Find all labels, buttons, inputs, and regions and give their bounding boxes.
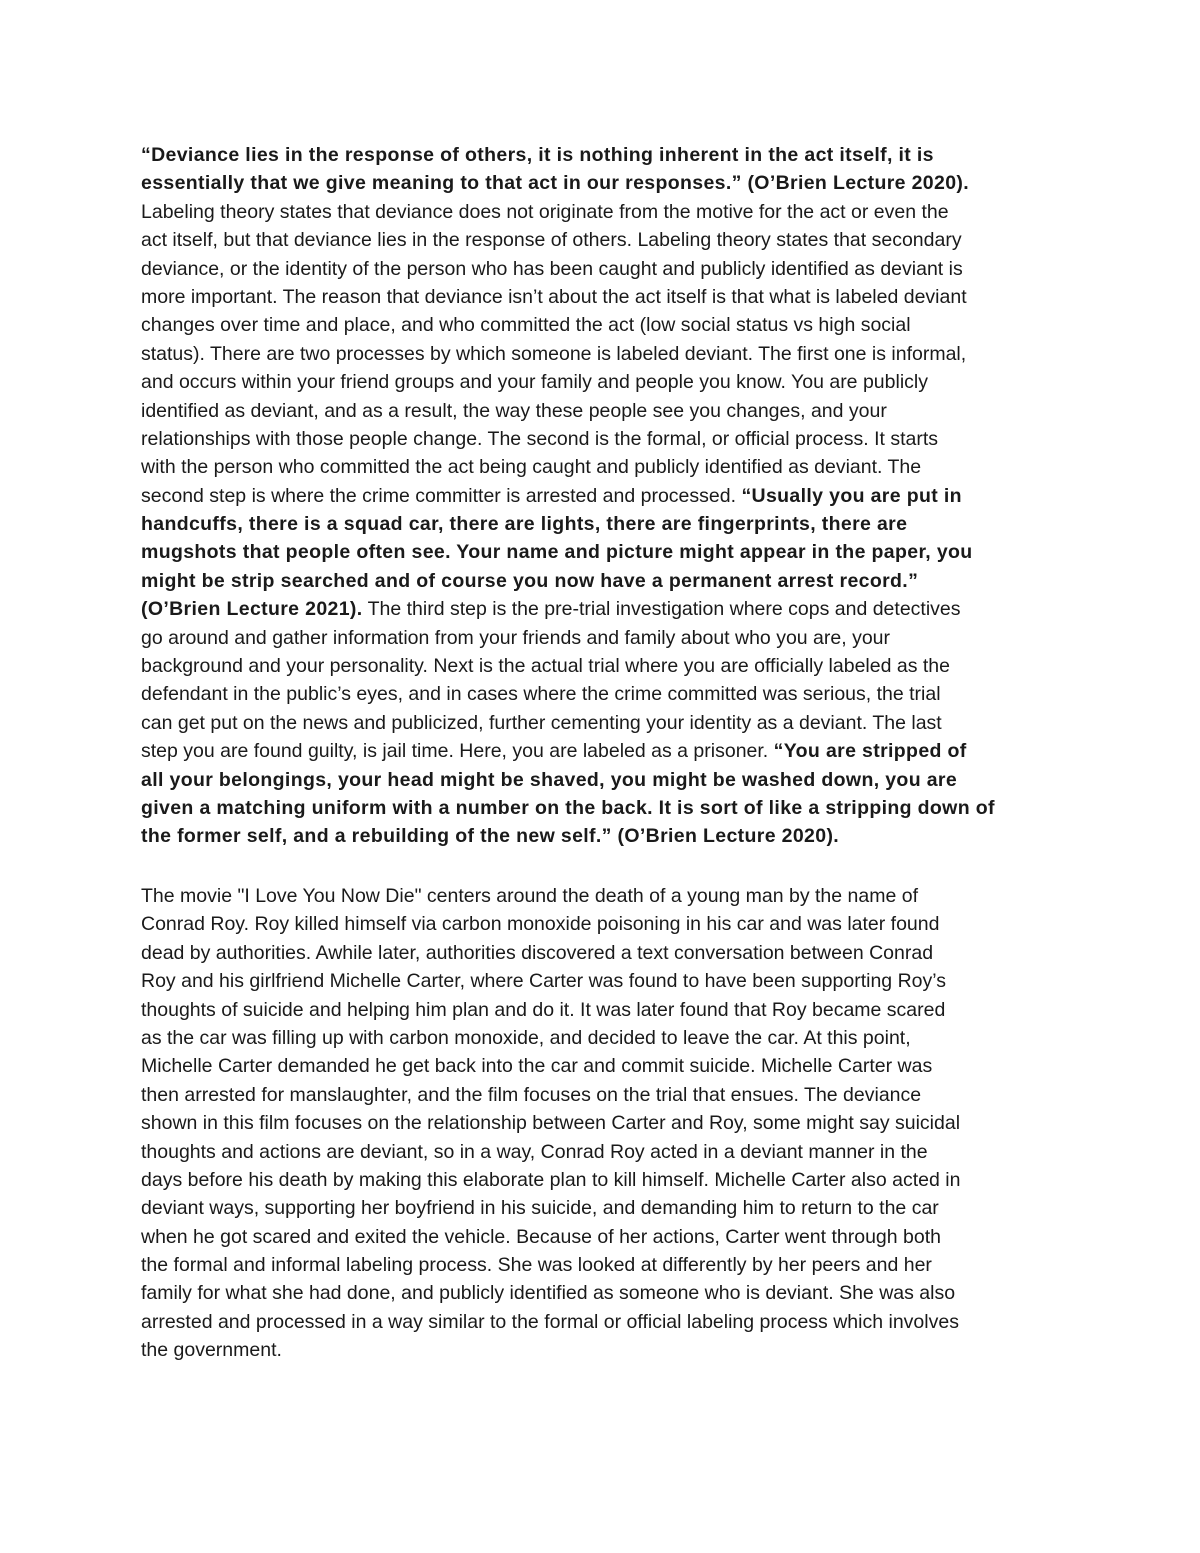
body-text: changes over time and place, and who committed the act (low social status vs high social: [141, 314, 911, 337]
text-line: [141, 482, 1071, 510]
text-line: [141, 595, 1071, 623]
body-text: days before his death by making this elaborate plan to kill himself. Michelle Carter also acted in: [141, 1168, 961, 1191]
text-line: [141, 283, 1071, 311]
body-text: relationships with those people change. The second is the formal, or official process. It starts: [141, 427, 939, 450]
text-line: [141, 910, 1071, 938]
quote-text: handcuffs, there is a squad car, there are lights, there are fingerprints, there are: [141, 513, 908, 536]
body-text: dead by authorities. Awhile later, authorities discovered a text conversation between Conrad: [141, 941, 934, 964]
text-line: [141, 1052, 1071, 1080]
text-line: [141, 624, 1071, 652]
body-text: and occurs within your friend groups and your family and people you know. You are publicly: [141, 371, 928, 394]
text-line: [141, 226, 1071, 254]
text-line: [141, 453, 1071, 481]
body-text: second step is where the crime committer is arrested and processed.: [141, 484, 742, 507]
text-line: [141, 737, 1071, 765]
text-line: [141, 1279, 1071, 1307]
text-line: [141, 794, 1071, 822]
quote-text: given a matching uniform with a number on the back. It is sort of like a stripping down of: [141, 796, 995, 819]
body-text: the formal and informal labeling process. She was looked at differently by her peers and her: [141, 1254, 932, 1277]
text-line: [141, 311, 1071, 339]
body-text: Conrad Roy. Roy killed himself via carbon monoxide poisoning in his car and was later found: [141, 913, 940, 936]
text-line: [141, 169, 1071, 197]
text-line: [141, 1194, 1071, 1222]
body-text: then arrested for manslaughter, and the film focuses on the trial that ensues. The deviance: [141, 1083, 922, 1106]
body-text: shown in this film focuses on the relationship between Carter and Roy, some might say suicidal: [141, 1112, 961, 1135]
text-line: [141, 652, 1071, 680]
text-line: [141, 340, 1071, 368]
text-line: [141, 397, 1071, 425]
text-line: [141, 709, 1071, 737]
body-text: arrested and processed in a way similar to the formal or official labeling process which involves: [141, 1310, 959, 1333]
body-text: defendant in the public’s eyes, and in cases where the crime committed was serious, the trial: [141, 683, 941, 706]
body-text: more important. The reason that deviance isn’t about the act itself is that what is labeled deviant: [141, 285, 967, 308]
text-line: [141, 510, 1071, 538]
body-text: can get put on the news and publicized, further cementing your identity as a deviant. The last: [141, 711, 942, 734]
body-text: Michelle Carter demanded he get back into the car and commit suicide. Michelle Carter was: [141, 1055, 933, 1078]
text-line: [141, 1308, 1071, 1336]
text-line: [141, 1251, 1071, 1279]
text-line: [141, 822, 1071, 850]
paragraph-movie-analysis: [141, 882, 1071, 1365]
quote-text: “You are stripped of: [773, 740, 967, 763]
body-text: thoughts of suicide and helping him plan and do it. It was later found that Roy became scared: [141, 998, 946, 1021]
quote-text: all your belongings, your head might be shaved, you might be washed down, you are: [141, 768, 958, 791]
text-line: [141, 1024, 1071, 1052]
text-line: [141, 967, 1071, 995]
body-text: Roy and his girlfriend Michelle Carter, where Carter was found to have been supporting Roy’s: [141, 970, 946, 993]
paragraph-labeling-theory: [141, 141, 1071, 851]
body-text: step you are found guilty, is jail time. Here, you are labeled as a prisoner.: [141, 740, 774, 763]
text-line: [141, 996, 1071, 1024]
text-line: [141, 882, 1071, 910]
body-text: the government.: [141, 1339, 282, 1362]
text-line: [141, 1081, 1071, 1109]
text-line: [141, 425, 1071, 453]
body-text: deviance, or the identity of the person who has been caught and publicly identified as deviant is: [141, 257, 963, 280]
body-text: identified as deviant, and as a result, the way these people see you changes, and your: [141, 399, 887, 422]
body-text: family for what she had done, and publicly identified as someone who is deviant. She was also: [141, 1282, 956, 1305]
text-line: [141, 1223, 1071, 1251]
body-text: background and your personality. Next is the actual trial where you are officially labeled as the: [141, 655, 950, 678]
text-line: [141, 255, 1071, 283]
body-text: go around and gather information from your friends and family about who you are, your: [141, 626, 891, 649]
body-text: The third step is the pre-trial investigation where cops and detectives: [362, 598, 961, 621]
body-text: status). There are two processes by which someone is labeled deviant. The first one is informal,: [141, 342, 967, 365]
body-text: thoughts and actions are deviant, so in a way, Conrad Roy acted in a deviant manner in the: [141, 1140, 928, 1163]
text-line: [141, 1138, 1071, 1166]
text-line: [141, 368, 1071, 396]
quote-text: mugshots that people often see. Your name and picture might appear in the paper, you: [141, 541, 973, 564]
body-text: Labeling theory states that deviance does not originate from the motive for the act or even the: [141, 200, 949, 223]
body-text: as the car was filling up with carbon monoxide, and decided to leave the car. At this point,: [141, 1026, 911, 1049]
body-text: deviant ways, supporting her boyfriend in his suicide, and demanding him to return to the car: [141, 1197, 939, 1220]
text-line: [141, 766, 1071, 794]
quote-text: “Deviance lies in the response of others, it is nothing inherent in the act itself, it is: [141, 144, 934, 166]
text-line: [141, 141, 1071, 169]
text-line: [141, 567, 1071, 595]
text-line: [141, 1336, 1071, 1364]
text-line: [141, 939, 1071, 967]
text-line: [141, 538, 1071, 566]
text-line: [141, 1166, 1071, 1194]
quote-text: (O’Brien Lecture 2021).: [141, 598, 363, 621]
text-line: [141, 680, 1071, 708]
quote-text: “Usually you are put in: [741, 484, 962, 507]
text-line: [141, 198, 1071, 226]
quote-text: might be strip searched and of course you now have a permanent arrest record.”: [141, 569, 919, 592]
body-text: when he got scared and exited the vehicle. Because of her actions, Carter went through both: [141, 1225, 941, 1248]
body-text: act itself, but that deviance lies in the response of others. Labeling theory states that secondary: [141, 229, 962, 252]
quote-text: the former self, and a rebuilding of the new self.” (O’Brien Lecture 2020).: [141, 825, 840, 848]
body-text: The movie "I Love You Now Die" centers around the death of a young man by the name of: [141, 885, 918, 907]
body-text: with the person who committed the act being caught and publicly identified as deviant. The: [141, 456, 922, 479]
text-line: [141, 1109, 1071, 1137]
quote-text: essentially that we give meaning to that act in our responses.” (O’Brien Lecture 2020).: [141, 172, 970, 195]
